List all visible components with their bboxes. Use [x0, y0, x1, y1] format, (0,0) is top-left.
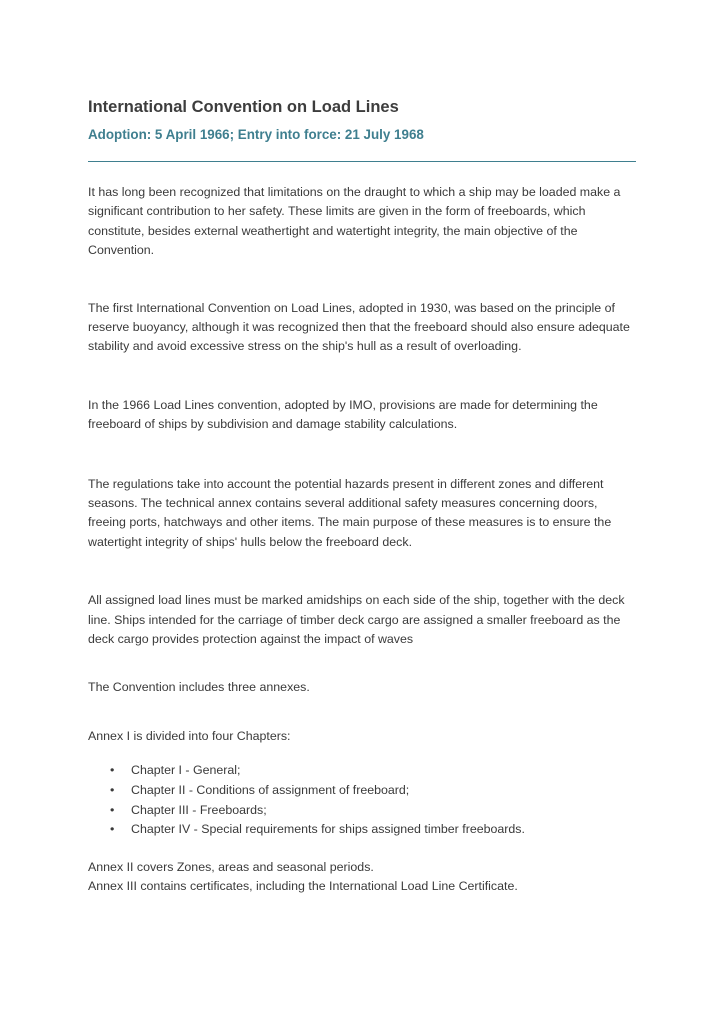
- document-page: [88, 96, 638, 897]
- list-item: [88, 761, 638, 781]
- paragraph-annexes: The Convention includes three annexes.: [88, 679, 310, 694]
- paragraph-intro: It has long been recognized that limitations on the draught to which a ship may be loaded make a significant contribution to her safety. These limits are given in the form of freeboards, which constitute, besides external weathertight and watertight integrity, the main objective of the Convention.: [88, 185, 621, 258]
- list-item: [88, 820, 638, 840]
- bullet-icon: •: [110, 822, 115, 837]
- bullet-icon: •: [110, 802, 115, 817]
- chapter-label: Chapter II - Conditions of assignment of freeboard;: [131, 782, 410, 797]
- document-subtitle: Adoption: 5 April 1966; Entry into force: 21 July 1968: [88, 127, 424, 142]
- chapter-label: Chapter IV - Special requirements for ships assigned timber freeboards.: [131, 822, 525, 837]
- document-title: International Convention on Load Lines: [88, 98, 399, 116]
- title-divider: [88, 161, 636, 162]
- list-item: [88, 801, 638, 821]
- list-item: [88, 781, 638, 801]
- paragraph-annex-three: Annex III contains certificates, including the International Load Line Certificate.: [88, 879, 518, 894]
- chapter-list: [88, 761, 638, 839]
- chapter-label: Chapter I - General;: [131, 763, 241, 778]
- bullet-icon: •: [110, 782, 115, 797]
- paragraph-annex-one: Annex I is divided into four Chapters:: [88, 728, 291, 743]
- paragraph-1966-convention: In the 1966 Load Lines convention, adopted by IMO, provisions are made for determining the freeboard of ships by subdivision and damage stability calculations.: [88, 397, 598, 432]
- bullet-icon: •: [110, 763, 115, 778]
- paragraph-regulations: The regulations take into account the potential hazards present in different zones and different seasons. The technical annex contains several additional safety measures concerning doors, freeing ports, hatchways and other items. The main purpose of these measures is to ensure the watertight integrity of ships' hulls below the freeboard deck.: [88, 476, 612, 549]
- paragraph-annex-two: Annex II covers Zones, areas and seasonal periods.: [88, 859, 374, 874]
- paragraph-load-line-marking: All assigned load lines must be marked amidships on each side of the ship, together with the deck line. Ships intended for the carriage of timber deck cargo are assigned a smaller freeboard as the deck cargo provides protection against the impact of waves: [88, 593, 625, 647]
- chapter-label: Chapter III - Freeboards;: [131, 802, 267, 817]
- paragraph-history: The first International Convention on Load Lines, adopted in 1930, was based on the principle of reserve buoyancy, although it was recognized then that the freeboard should also ensure adequate stability and avoid excessive stress on the ship's hull as a result of overloading.: [88, 300, 630, 354]
